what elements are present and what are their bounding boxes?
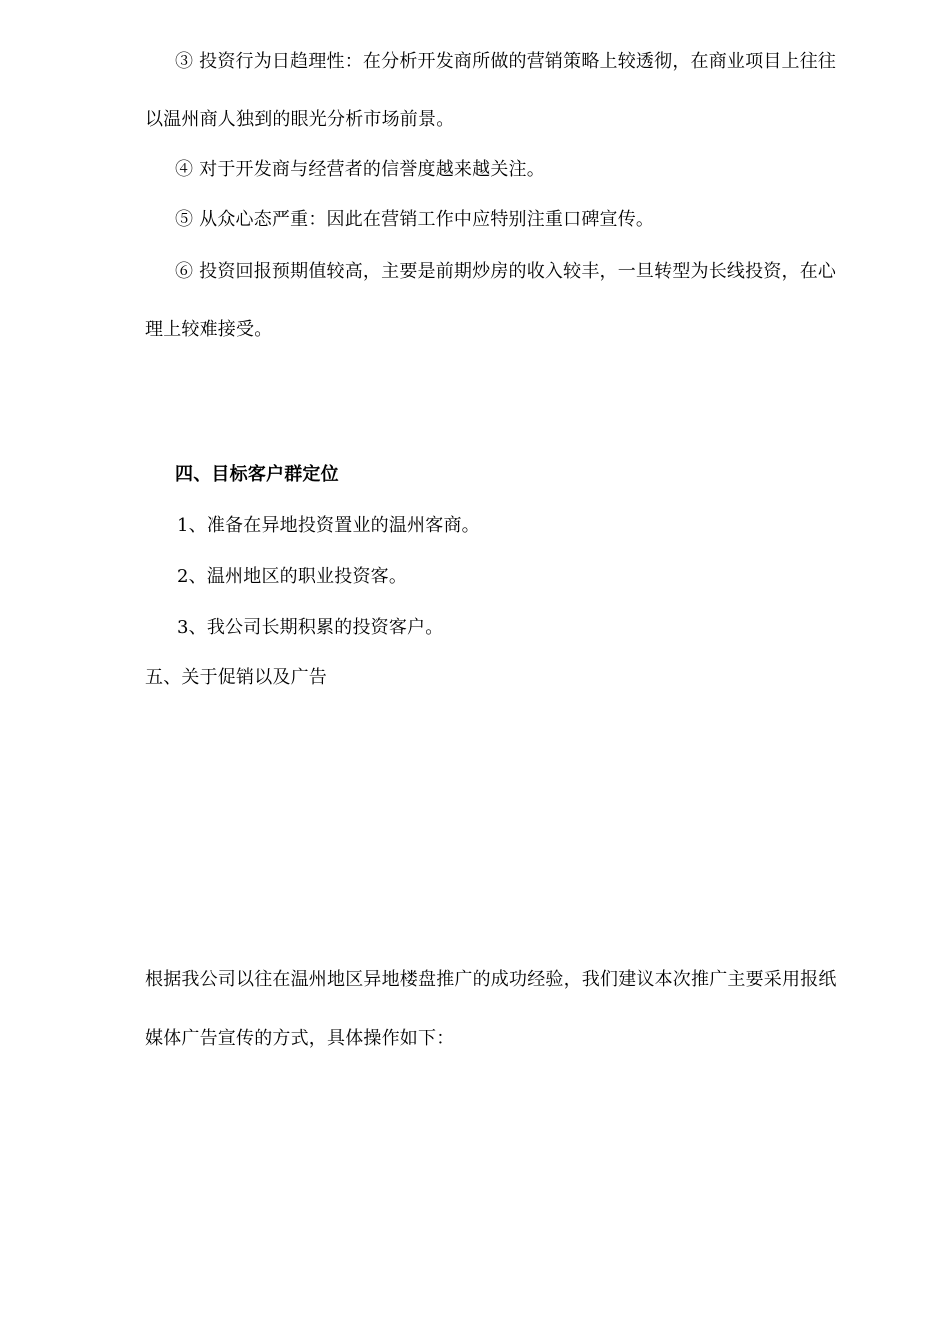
- list-item: 2、温州地区的职业投资客。: [177, 566, 408, 587]
- paragraph-promotion-line-1: 根据我公司以往在温州地区异地楼盘推广的成功经验，我们建议本次推广主要采用报纸: [145, 969, 837, 990]
- paragraph-item-6-line-1: ⑥ 投资回报预期值较高，主要是前期炒房的收入较丰，一旦转型为长线投资，在心: [175, 261, 837, 282]
- paragraph-promotion-line-2: 媒体广告宣传的方式，具体操作如下：: [145, 1028, 455, 1049]
- paragraph-item-5: ⑤ 从众心态严重：因此在营销工作中应特别注重口碑宣传。: [175, 209, 655, 230]
- list-item: 1、准备在异地投资置业的温州客商。: [177, 515, 480, 536]
- section-heading-target-customers: 四、目标客户群定位: [175, 464, 339, 485]
- paragraph-item-4: ④ 对于开发商与经营者的信誉度越来越关注。: [175, 159, 545, 180]
- paragraph-item-6-line-2: 理上较难接受。: [145, 319, 273, 340]
- paragraph-item-3-line-2: 以温州商人独到的眼光分析市场前景。: [145, 109, 455, 130]
- section-heading-promotion: 五、关于促销以及广告: [145, 667, 327, 688]
- list-item: 3、我公司长期积累的投资客户。: [177, 617, 444, 638]
- paragraph-item-3-line-1: ③ 投资行为日趋理性：在分析开发商所做的营销策略上较透彻，在商业项目上往往: [175, 51, 837, 72]
